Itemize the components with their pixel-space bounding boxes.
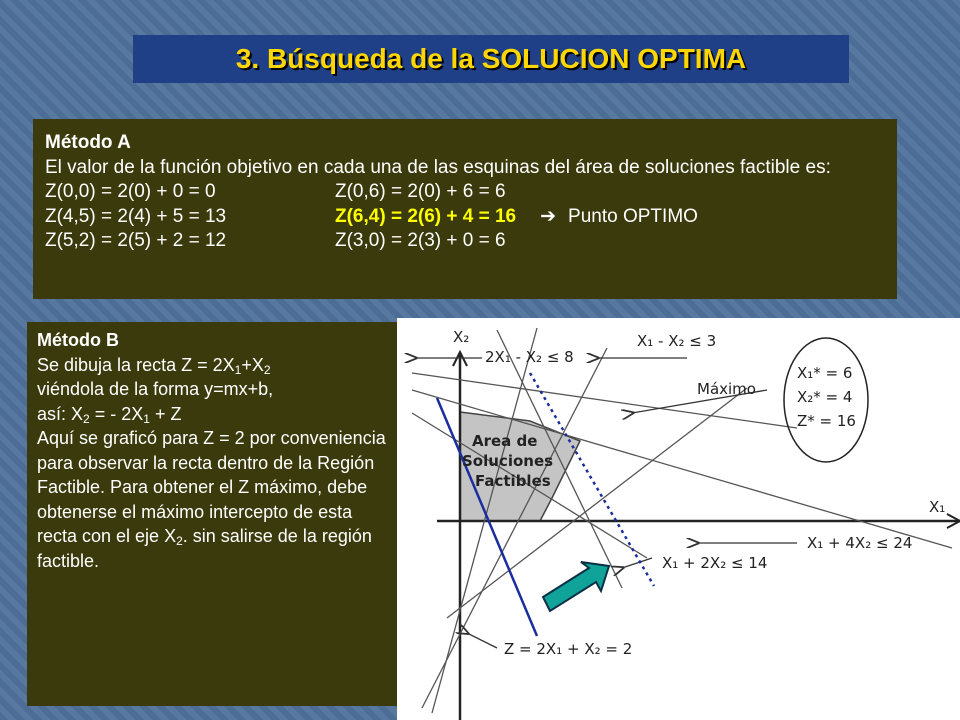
feasible-region-graph (397, 318, 960, 720)
region-label-line: Area de (472, 432, 538, 450)
axis-x2-label: X₂ (453, 328, 470, 346)
solution-x2: X₂* = 4 (797, 388, 853, 406)
maximo-label: Máximo (697, 380, 756, 398)
right-arrow-icon: ➔ (540, 205, 557, 227)
z-value-6-4-optimal: Z(6,4) = 2(6) + 4 = 16 (335, 205, 517, 227)
z-values-row (45, 180, 887, 205)
graph-svg (397, 318, 960, 720)
region-label-line: Factibles (475, 472, 551, 490)
z-values-row (45, 205, 887, 230)
region-label-line: Soluciones (462, 452, 554, 470)
page-title: 3. Búsqueda de la SOLUCION OPTIMA (133, 35, 849, 83)
z-value-3-0: Z(3,0) = 2(3) + 0 = 6 (335, 230, 506, 251)
solution-x1: X₁* = 6 (797, 364, 853, 382)
z-value-0-6: Z(0,6) = 2(0) + 6 = 6 (335, 181, 506, 202)
method-a-heading: Método A (45, 132, 131, 153)
z-values-row (45, 229, 887, 254)
method-b-panel (27, 322, 397, 706)
method-a-intro: El valor de la función objetivo en cada una de las esquinas del área de soluciones factible es: (45, 156, 831, 178)
label-pointer (622, 558, 652, 568)
method-b-heading: Método B (37, 330, 119, 350)
z-value-5-2: Z(5,2) = 2(5) + 2 = 12 (45, 230, 227, 251)
method-b-line-1: Se dibuja la recta $Z = 2X_1+X_2$ (37, 354, 271, 377)
method-b-line-3: así: $X_2$ = - $2X_1 + Z$ (37, 403, 182, 426)
z-value-0-0: Z(0,0) = 2(0) + 0 = 0 (45, 181, 216, 202)
method-a-panel (33, 119, 897, 299)
solution-z: Z* = 16 (797, 412, 856, 430)
direction-arrow-icon (543, 562, 609, 611)
constraint-label-2: X₁ - X₂ ≤ 3 (637, 332, 717, 350)
axis-x1-label: X₁ (929, 498, 946, 516)
label-pointer (467, 633, 497, 648)
optimal-point-label: Punto OPTIMO (568, 205, 698, 227)
constraint-label-3: X₁ + 4X₂ ≤ 24 (807, 534, 913, 552)
objective-line-label: Z = 2X₁ + X₂ = 2 (504, 640, 633, 658)
constraint-label-1: 2X₁ - X₂ ≤ 8 (485, 348, 574, 366)
method-b-body: Aquí se graficó para Z = 2 por conveniencia para observar la recta dentro de la Región Factible. Para obtener el Z máximo, debe obtenerse el máximo intercepto de esta recta con el eje $X_2$. sin salirse de la región factible. (37, 428, 386, 571)
z-value-4-5: Z(4,5) = 2(4) + 5 = 13 (45, 205, 227, 227)
method-b-line-2: viéndola de la forma y=mx+b, (37, 379, 274, 399)
constraint-label-4: X₁ + 2X₂ ≤ 14 (662, 554, 768, 572)
